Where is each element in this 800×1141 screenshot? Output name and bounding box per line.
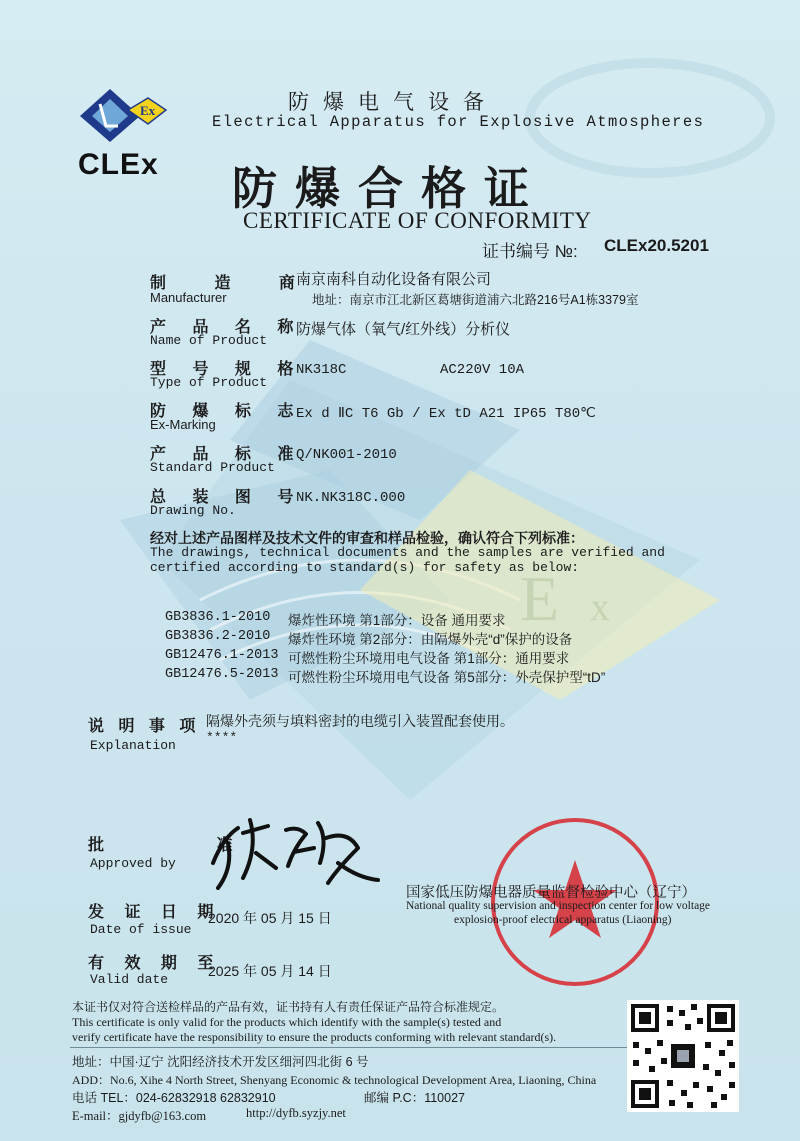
category-en: Electrical Apparatus for Explosive Atmospheres bbox=[212, 113, 705, 131]
standard-desc: 爆炸性环境 第2部分：由隔爆外壳“d”保护的设备 bbox=[288, 632, 573, 647]
standard-code: GB3836.2-2010 bbox=[165, 629, 271, 644]
svg-text:Ex: Ex bbox=[140, 103, 156, 118]
standard-code: GB12476.5-2013 bbox=[165, 667, 279, 682]
approved-label-cn: 批 准 bbox=[88, 837, 287, 854]
cert-number: CLEx20.5201 bbox=[604, 236, 709, 255]
standard-code: GB12476.1-2013 bbox=[165, 648, 279, 663]
cert-no-label: 证书编号 №: bbox=[482, 242, 578, 261]
valid-date-value: 2025 年 05 月 14 日 bbox=[208, 963, 332, 979]
standard-product-label-cn: 产 品 标 准 bbox=[150, 446, 305, 463]
footer-tel: 电话 TEL：024-62832918 62832910 bbox=[72, 1091, 276, 1105]
standard-desc: 可燃性粉尘环境用电气设备 第1部分：通用要求 bbox=[288, 651, 570, 666]
issue-date-label-en: Date of issue bbox=[90, 922, 192, 937]
product-type-label-cn: 型 号 规 格 bbox=[150, 361, 305, 378]
explanation-line1: 隔爆外壳须与填料密封的电缆引入装置配套使用。 bbox=[206, 713, 514, 729]
product-model-value: NK318C bbox=[296, 362, 347, 378]
drawing-no-value: NK.NK318C.000 bbox=[296, 490, 406, 506]
footer-postcode: 邮编 P.C：110027 bbox=[364, 1091, 465, 1105]
product-name-label-cn: 产 品 名 称 bbox=[150, 319, 305, 336]
statement-en-line1: The drawings, technical documents and the samples are verified and bbox=[150, 545, 665, 560]
product-name-value: 防爆气体（氧气/红外线）分析仪 bbox=[296, 321, 511, 338]
product-type-label-en: Type of Product bbox=[150, 375, 268, 390]
manufacturer-label-cn: 制 造 商 bbox=[150, 275, 317, 292]
statement-cn: 经对上述产品图样及技术文件的审查和样品检验，确认符合下列标准： bbox=[150, 530, 584, 546]
footer-address-cn: 地址：中国·辽宁 沈阳经济技术开发区细河四北街 6 号 bbox=[72, 1055, 369, 1069]
standard-product-value: Q/NK001-2010 bbox=[296, 447, 397, 463]
ex-marking-value: Ex d ⅡC T6 Gb / Ex tD A21 IP65 T80℃ bbox=[296, 406, 596, 422]
notice-en-line1: This certificate is only valid for the products which identify with the sample(s) tested and bbox=[72, 1015, 502, 1029]
signature-icon bbox=[198, 808, 398, 893]
product-name-label-en: Name of Product bbox=[150, 333, 268, 348]
issuer-name-en-line2: explosion-proof electrical apparatus (Liaoning) bbox=[454, 914, 672, 926]
page-title-en: CERTIFICATE OF CONFORMITY bbox=[243, 208, 592, 233]
explanation-label-cn: 说 明 事 项 bbox=[88, 718, 201, 735]
standard-code: GB3836.1-2010 bbox=[165, 610, 271, 625]
ex-marking-label-en: Ex-Marking bbox=[150, 417, 216, 432]
explanation-label-en: Explanation bbox=[90, 738, 176, 753]
approved-label-en: Approved by bbox=[90, 856, 176, 871]
valid-date-label-cn: 有 效 期 至 bbox=[88, 955, 222, 972]
standard-product-label-en: Standard Product bbox=[150, 460, 275, 475]
notice-en-line2: verify certificate have the responsibility to ensure the products conforming with relevant standard(s). bbox=[72, 1030, 557, 1044]
manufacturer-label-en: Manufacturer bbox=[150, 290, 227, 305]
drawing-no-label-cn: 总 装 图 号 bbox=[150, 489, 305, 506]
footer-email: E-mail：gjdyfb@163.com bbox=[72, 1109, 207, 1123]
category-cn: 防爆电气设备 bbox=[288, 91, 498, 114]
svg-text:E: E bbox=[520, 563, 560, 634]
manufacturer-value: 南京南科自动化设备有限公司 bbox=[296, 271, 492, 288]
product-spec-value: AC220V 10A bbox=[440, 362, 525, 378]
notice-cn: 本证书仅对符合送检样品的产品有效，证书持有人有责任保证产品符合标准规定。 bbox=[72, 1000, 505, 1014]
explanation-line2: **** bbox=[206, 730, 238, 745]
valid-date-label-en: Valid date bbox=[90, 972, 169, 987]
standard-desc: 可燃性粉尘环境用电气设备 第5部分：外壳保护型“tD” bbox=[288, 670, 606, 685]
issuer-name-cn: 国家低压防爆电器质量监督检验中心（辽宁） bbox=[406, 885, 696, 901]
footer-address-en: ADD：No.6, Xihe 4 North Street, Shenyang Economic & technological Development Area, Liaoning, China bbox=[72, 1073, 597, 1087]
manufacturer-address: 地址：南京市江北新区葛塘街道浦六北路216号A1栋3379室 bbox=[312, 293, 639, 307]
drawing-no-label-en: Drawing No. bbox=[150, 503, 236, 518]
issue-date-value: 2020 年 05 月 15 日 bbox=[208, 910, 332, 926]
issue-date-label-cn: 发 证 日 期 bbox=[88, 904, 222, 921]
page-title-cn: 防爆合格证 bbox=[232, 163, 548, 214]
statement-en-line2: certified according to standard(s) for safety as below: bbox=[150, 560, 580, 575]
qr-code-icon[interactable] bbox=[627, 1000, 739, 1112]
svg-text:x: x bbox=[590, 584, 610, 629]
ex-marking-label-cn: 防 爆 标 志 bbox=[150, 403, 305, 420]
footer-website: http://dyfb.syzjy.net bbox=[246, 1106, 346, 1120]
standard-desc: 爆炸性环境 第1部分：设备 通用要求 bbox=[288, 613, 506, 628]
issuer-name-en-line1: National quality supervision and inspection center for low voltage bbox=[406, 900, 711, 912]
brand-logo-text: CLEx bbox=[78, 148, 159, 181]
